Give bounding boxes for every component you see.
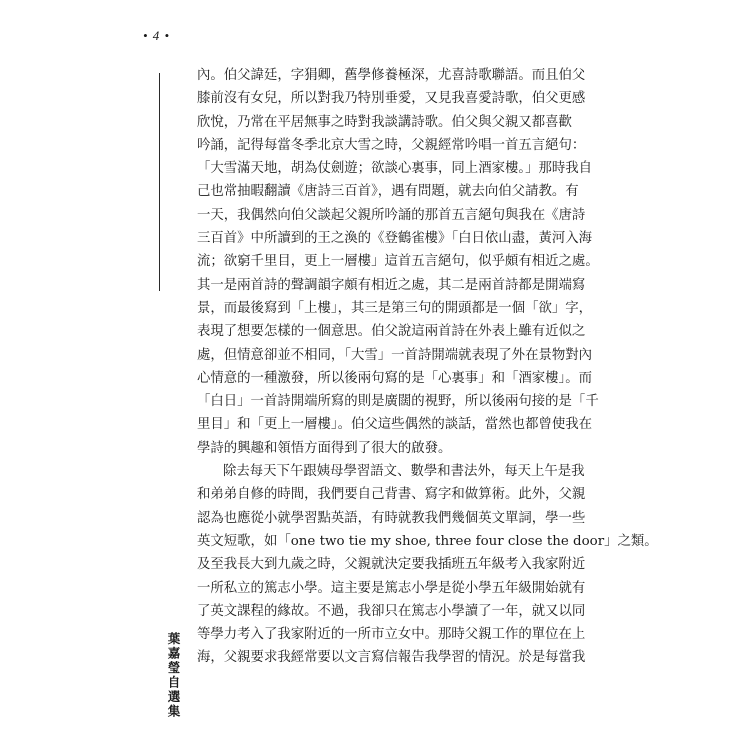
text-line: 表現了想要怎樣的一個意思。伯父說這兩首詩在外表上雖有近似之 [197,324,586,340]
body-text [197,64,658,670]
text-line: 一天，我偶然向伯父談起父親所吟誦的那首五言絕句與我在《唐詩 [197,207,586,223]
text-line: 心情意的一種激發，所以後兩句寫的是「心裏事」和「酒家樓」。而 [197,370,593,386]
text-line: 「大雪滿天地，胡為仗劍遊；欲談心裏事，同上酒家樓。」那時我自 [197,161,593,177]
text-line: 景，而最後寫到「上樓」，其三是第三句的開頭都是一個「欲」字， [197,300,593,316]
text-line: 膝前沒有女兒，所以對我乃特別垂愛，又見我喜愛詩歌，伯父更感 [197,91,586,107]
margin-rule [159,73,160,291]
text-line: 其一是兩首詩的聲調韻字頗有相近之處，其二是兩首詩都是開端寫 [197,277,586,293]
text-line: 吟誦，記得每當冬季北京大雪之時，父親經常吟唱一首五言絕句： [197,137,586,153]
text-line: 認為也應從小就學習點英語，有時就教我們幾個英文單詞，學一些 [197,510,586,526]
text-line: 海，父親要求我經常要以文言寫信報告我學習的情況。於是每當我 [197,650,586,666]
text-line: 一所私立的篤志小學。這主要是篤志小學是從小學五年級開始就有 [197,580,586,596]
text-line: 「白日」一首詩開端所寫的則是廣闊的視野，所以後兩句接的是「千 [197,394,599,410]
text-line: 和弟弟自修的時間，我們要自己背書、寫字和做算術。此外，父親 [197,487,586,503]
text-line: 英文短歌，如「one two tie my shoe, three four close the door」之類。 [197,533,658,549]
page-number: • 4 • [143,28,171,43]
text-line: 等學力考入了我家附近的一所市立女中。那時父親工作的單位在上 [197,627,586,643]
text-line: 內。伯父諱廷，字狷卿，舊學修養極深，尤喜詩歌聯語。而且伯父 [197,68,586,83]
text-line: 及至我長大到九歲之時，父親就決定要我插班五年級考入我家附近 [197,557,586,573]
text-line: 流；欲窮千里目，更上一層樓」這首五言絕句，似乎頗有相近之處。 [197,254,599,270]
book-title: 葉嘉瑩自選集 [166,632,181,719]
text-line: 欣悅，乃常在平居無事之時對我談講詩歌。伯父與父親又都喜歡 [197,114,572,130]
text-line: 學詩的興趣和領悟方面得到了很大的啟發。 [197,440,452,456]
text-line: 了英文課程的緣故。不過，我卻只在篤志小學讀了一年，就又以同 [197,603,586,619]
text-line: 處，但情意卻並不相同，「大雪」一首詩開端就表現了外在景物對內 [197,347,593,363]
text-line: 三百首》中所讀到的王之渙的《登鶴雀樓》「白日依山盡，黃河入海 [197,231,593,247]
text-line: 除去每天下午跟姨母學習語文、數學和書法外，每天上午是我 [223,464,585,480]
text-line: 己也常抽暇翻讀《唐詩三百首》，遇有問題，就去向伯父請教。有 [197,184,579,200]
text-line: 里目」和「更上一層樓」。伯父這些偶然的談話，當然也都曾使我在 [197,417,593,433]
